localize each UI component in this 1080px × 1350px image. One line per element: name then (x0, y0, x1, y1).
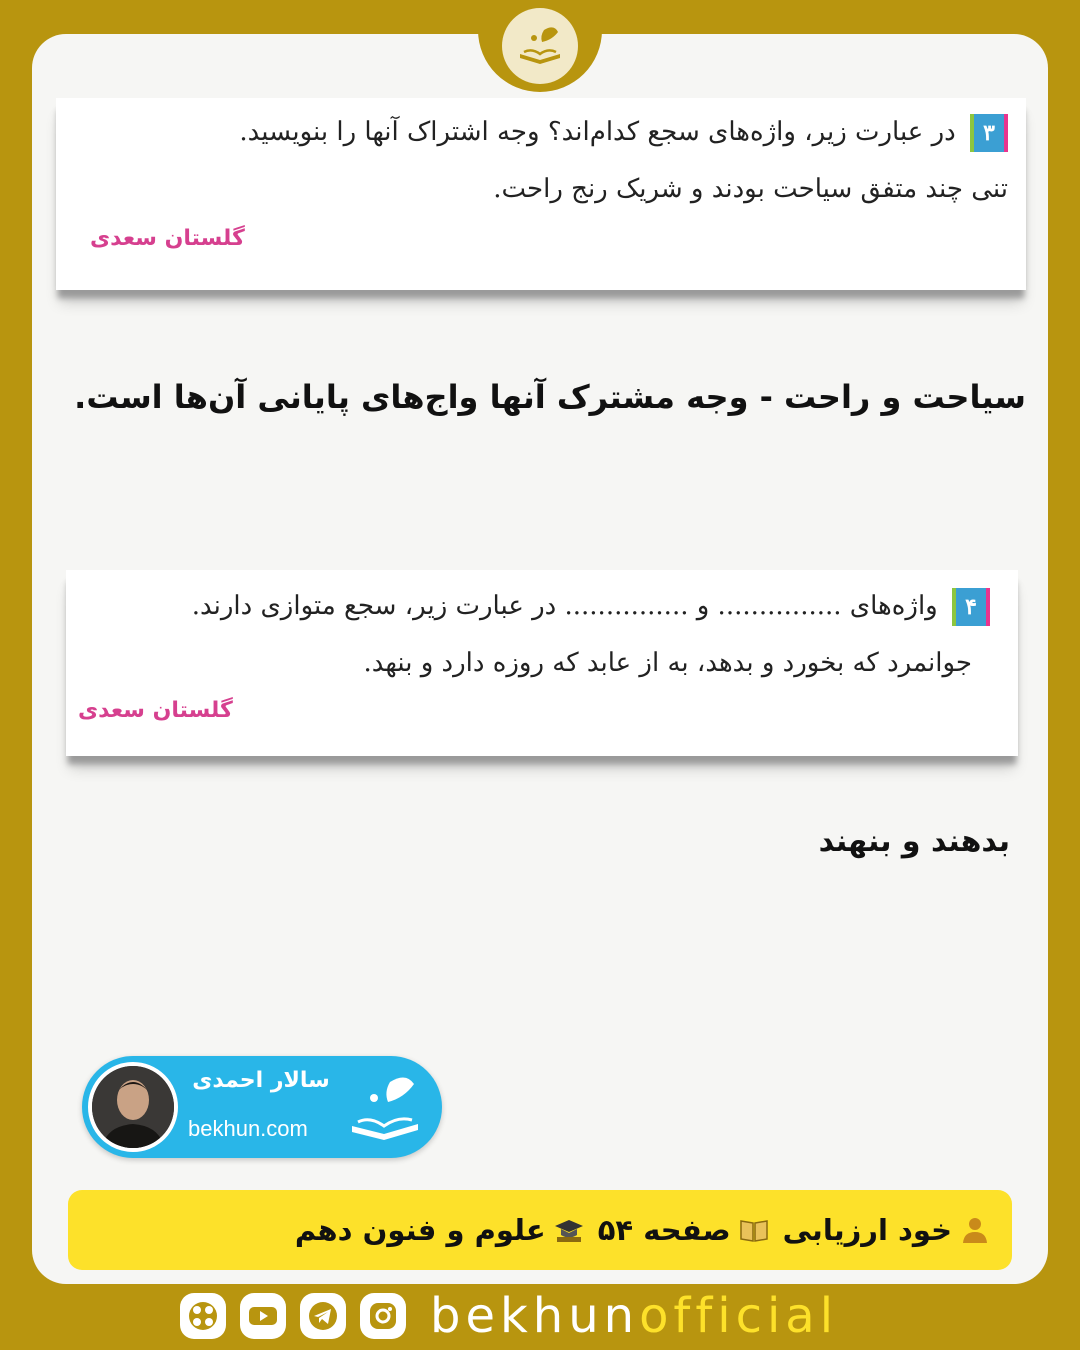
author-site-link[interactable]: bekhun.com (188, 1116, 308, 1141)
answer-4: بدهند و بنهند (818, 824, 1010, 859)
aparat-icon[interactable] (180, 1293, 226, 1339)
brand-part-2: official (639, 1288, 839, 1344)
question-3-prompt-line (239, 114, 1008, 152)
question-3-source: گلستان سعدی (90, 226, 245, 251)
info-self-assessment: خود ارزیابی (782, 1213, 952, 1247)
open-book-icon (739, 1215, 769, 1245)
author-badge[interactable] (82, 1056, 442, 1158)
question-4-prompt-line (192, 588, 990, 626)
question-card-3 (56, 98, 1026, 290)
info-subject: علوم و فنون دهم (294, 1213, 546, 1247)
question-4-prompt: واژه‌های ............... و ............... در عبارت زیر، سجع متوازی دارند. (191, 591, 938, 621)
bekhun-logo-icon (344, 1068, 430, 1148)
question-4-source: گلستان سعدی (78, 698, 233, 723)
social-footer (180, 1288, 900, 1344)
info-item-subject (295, 1213, 584, 1247)
brand-handle[interactable] (430, 1288, 839, 1344)
avatar (88, 1062, 178, 1152)
author-name: سالار احمدی (192, 1068, 330, 1093)
question-number-badge: ۴ (952, 588, 990, 626)
question-number-badge: ۳ (970, 114, 1008, 152)
telegram-icon[interactable] (300, 1293, 346, 1339)
answer-3: سیاحت و راحت - وجه مشترک آنها واج‌های پایانی آن‌ها است. (74, 378, 1026, 416)
question-card-4 (66, 570, 1018, 756)
info-item-page (598, 1213, 769, 1247)
brand-part-1: bekhun (430, 1288, 640, 1344)
bekhun-logo-icon (502, 8, 578, 84)
question-3-text: تنی چند متفق سیاحت بودند و شریک رنج راحت. (493, 174, 1008, 204)
teacher-icon (960, 1215, 990, 1245)
info-item-self-assessment (783, 1213, 990, 1247)
graduation-cap-icon (554, 1215, 584, 1245)
instagram-icon[interactable] (360, 1293, 406, 1339)
lesson-info-bar (68, 1190, 1012, 1270)
question-3-prompt: در عبارت زیر، واژه‌های سجع کدام‌اند؟ وجه اشتراک آنها را بنویسید. (239, 117, 956, 147)
info-page-number: صفحه ۵۴ (597, 1213, 731, 1247)
question-4-text: جوانمرد که بخورد و بدهد، به از عابد که روزه دارد و بنهد. (363, 648, 972, 678)
youtube-icon[interactable] (240, 1293, 286, 1339)
